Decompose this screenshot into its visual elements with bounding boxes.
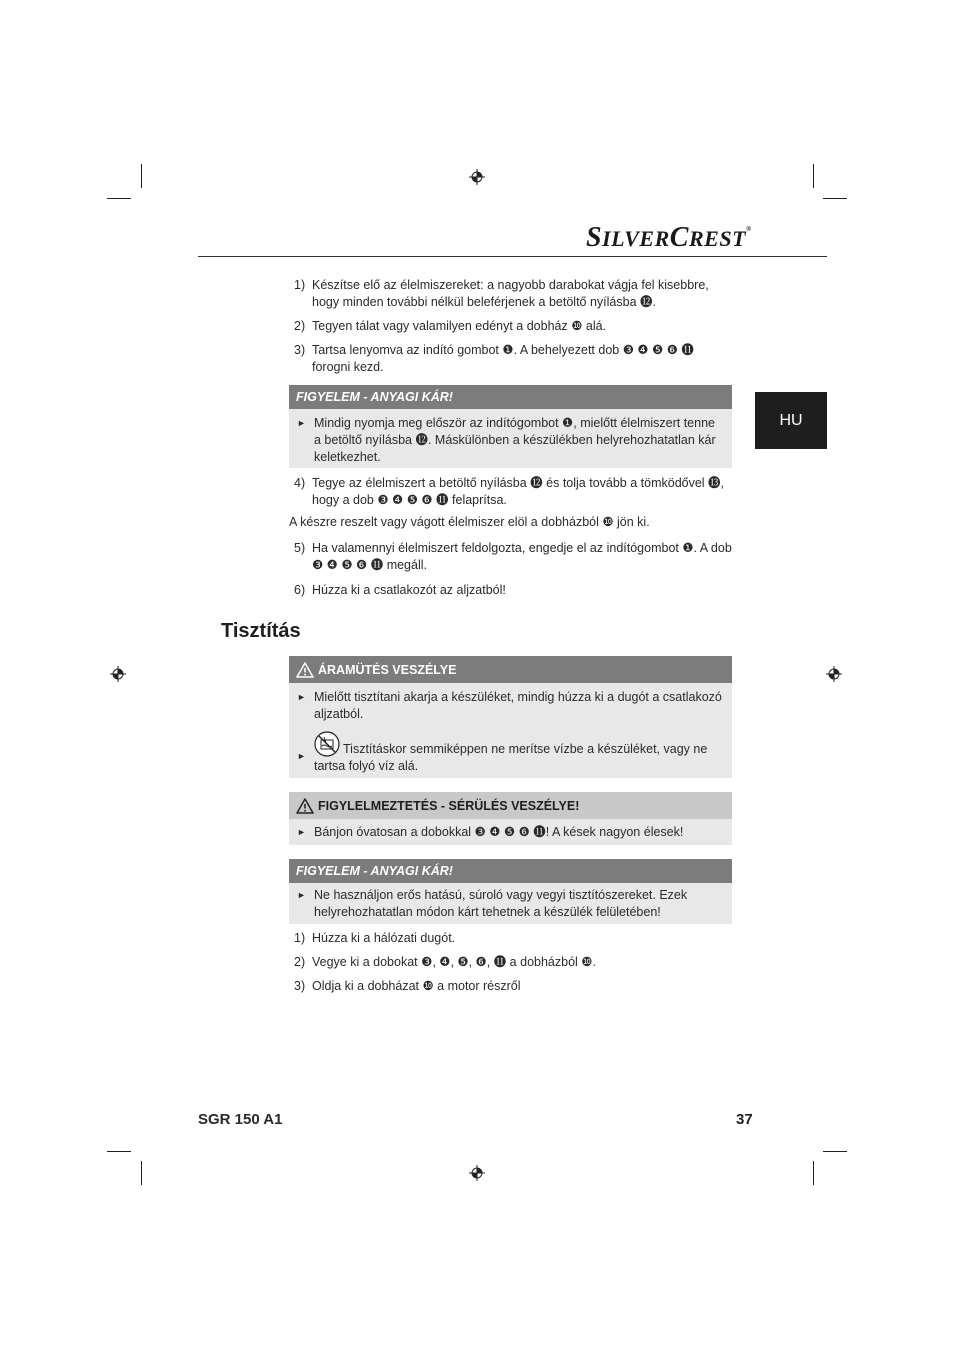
danger-box [289, 656, 732, 778]
warning-title: FIGYLELMEZTETÉS - SÉRÜLÉS VESZÉLYE! [289, 792, 732, 819]
footer-model: SGR 150 A1 [198, 1111, 283, 1128]
bullet-item: ► Ne használjon erős hatású, súroló vagy vegyi tisztítószereket. Ezek helyrehozhatatlan módon kárt tehetnek a készülék felületében! [297, 888, 688, 919]
brand-logo: SILVERCREST® [586, 222, 752, 253]
language-tab: HU [755, 392, 827, 449]
page-number: 37 [736, 1111, 753, 1128]
paragraph: A készre reszelt vagy vágott élelmiszer elöl a dobházból ❿ jön ki. [289, 515, 650, 529]
bullet-item: ► Mielőtt tisztítani akarja a készüléket, mindig húzza ki a dugót a csatlakozó aljzatból. [297, 690, 722, 721]
bullet-item: ► Tisztításkor semmiképpen ne merítse vízbe a készüléket, vagy ne tartsa folyó víz alá. [289, 731, 732, 775]
instruction-step: 2) Tegyen tálat vagy valamilyen edényt a dobház ❿ alá. [294, 319, 607, 333]
instruction-step: 1) Készítse elő az élelmiszereket: a nagyobb darabokat vágja fel kisebbre, hogy minden további nélkül beleférjenek a betöltő nyílásba ⓬. [294, 278, 709, 309]
arrow-right-icon: ► [297, 692, 306, 702]
section-title: Tisztítás [221, 620, 301, 642]
warning-triangle-icon [296, 662, 314, 678]
instruction-step: 6) Húzza ki a csatlakozót az aljzatból! [294, 583, 506, 597]
notice-title: FIGYELEM - ANYAGI KÁR! [289, 859, 732, 883]
notice-box [289, 385, 732, 468]
instruction-step: 1) Húzza ki a hálózati dugót. [294, 931, 456, 945]
bullet-item: ► Mindig nyomja meg először az indítógombot ❶, mielőtt élelmiszert tenne a betöltő nyílásba ⓬. Máskülönben a készülékben helyrehozhatatlan kár keletkezhet. [297, 416, 716, 464]
instruction-step: 2) Vegye ki a dobokat ❸, ❹, ❺, ❻, ⓫ a dobházból ❿. [294, 955, 596, 969]
no-water-immersion-icon [314, 731, 340, 757]
instruction-step: 5) Ha valamennyi élelmiszert feldolgozta, engedje el az indítógombot ❶. A dob ❸ ❹ ❺ ❻ ⓫ megáll. [294, 541, 732, 572]
arrow-right-icon: ► [297, 751, 306, 761]
notice-box [289, 859, 732, 924]
notice-title: FIGYELEM - ANYAGI KÁR! [289, 385, 732, 409]
instruction-step: 3) Oldja ki a dobházat ❿ a motor részről [294, 979, 521, 993]
arrow-right-icon: ► [297, 890, 306, 900]
arrow-right-icon: ► [297, 418, 306, 428]
danger-title: ÁRAMÜTÉS VESZÉLYE [289, 656, 732, 683]
warning-triangle-icon [296, 798, 314, 814]
instruction-step: 4) Tegye az élelmiszert a betöltő nyílásba ⓬ és tolja tovább a tömködővel ⓭, hogy a dob ❸ ❹ ❺ ❻ ⓫ felaprítsa. [294, 476, 725, 507]
instruction-step: 3) Tartsa lenyomva az indító gombot ❶. A behelyezett dob ❸ ❹ ❺ ❻ ⓫ forogni kezd. [294, 343, 694, 374]
arrow-right-icon: ► [297, 827, 306, 837]
warning-box [289, 792, 732, 845]
bullet-item: ► Bánjon óvatosan a dobokkal ❸ ❹ ❺ ❻ ⓫! A kések nagyon élesek! [297, 825, 684, 839]
